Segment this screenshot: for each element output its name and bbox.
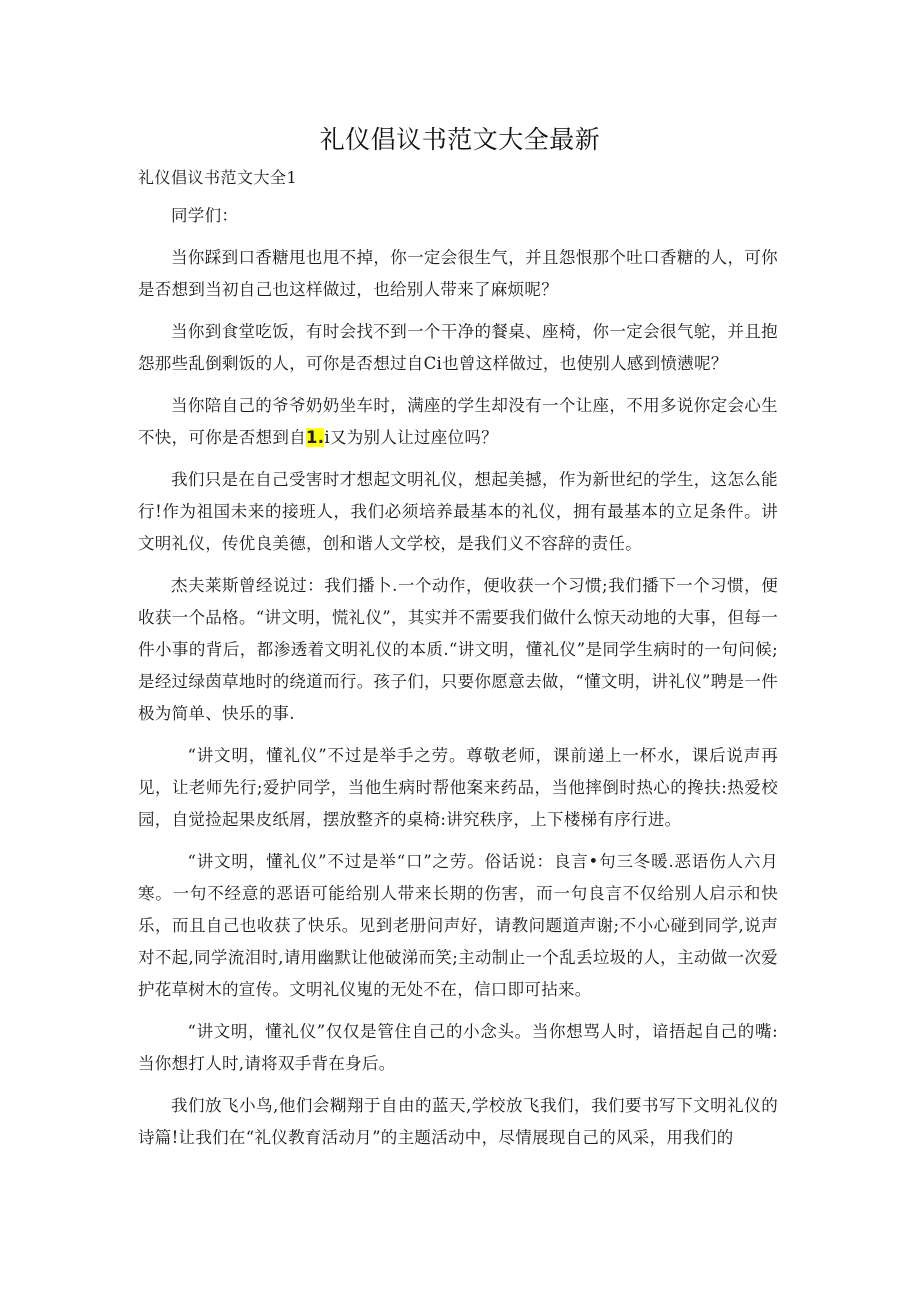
paragraph-8: “讲文明，懂礼仪”仅仅是管住自己的小念头。当你想骂人时，谙捂起自己的嘴:当你想打人时,请将双手背在身后。	[138, 1022, 778, 1073]
highlighted-text: 1.	[306, 428, 325, 447]
paragraph-6: “讲文明，懂礼仪”不过是举手之劳。尊敬老师，课前递上一杯水，课后说声再见，让老师先行;爱护同学，当他生病时帮他案来药品，当他摔倒时热心的搀扶:热爱校园，自觉捡起果皮纸屑，摆放整齐的桌椅:讲究秩序，上下楼梯有序行进。	[138, 746, 778, 829]
document-subtitle: 礼仪倡议书范文大全1	[138, 168, 298, 187]
greeting-paragraph: 同学们：	[171, 206, 239, 225]
paragraph-1: 当你踩到口香糖甩也甩不掉，你一定会很生气，并且怨恨那个吐口香糖的人，可你是否想到当初自己也这样做过，也给别人带来了麻烦呢？	[138, 248, 778, 299]
paragraph-2: 当你到食堂吃饭，有时会找不到一个干净的餐桌、座椅，你一定会很气鸵，并且抱怨那些乱倒剩饭的人，可你是否想过自Ci也曾这样做过，也使别人感到愤懑呢？	[138, 322, 778, 373]
paragraph-4: 我们只是在自己受害时才想起文明礼仪，想起美撼，作为新世纪的学生，这怎么能行!作为祖国未来的接班人，我们必须培养最基本的礼仪，拥有最基本的立足条件。讲文明礼仪，传优良美德，创和谐人文学校，是我们义不容辞的责任。	[138, 470, 778, 553]
document-title: 礼仪倡议书范文大全最新	[319, 125, 601, 154]
paragraph-7: “讲文明，懂礼仪”不过是举“口”之劳。俗话说：良言•句三冬暖.恶语伤人六月寒。一句不经意的恶语可能给别人带来长期的伤害，而一句良言不仅给别人启示和快乐，而且自己也收获了快乐。见到老册问声好，请教问题道声谢;不小心碰到同学,说声对不起,同学流泪时,请用幽默让他破涕而笑;主动制止一个乱丢垃圾的人，主动做一次爱护花草树木的宣传。文明礼仪嵬的无处不在，信口即可拈来。	[138, 852, 778, 999]
paragraph-9: 我们放飞小鸟,他们会糊翔于自由的蓝天,学校放飞我们，我们要书写下文明礼仪的诗篇!让我们在“礼仪教育活动月”的主题活动中，尽情展现自己的风采，用我们的	[138, 1096, 778, 1147]
paragraph-3	[138, 390, 778, 454]
paragraph-3-text-end: i又为别人让过座位吗？	[324, 428, 498, 447]
paragraph-5: 杰夫莱斯曾经说过：我们播卜.一个动作，便收获一个习惯;我们播下一个习惯，便收获一个品格。“讲文明，慌礼仪”，其实并不需要我们做什么惊天动地的大事，但每一件小事的背后，都渗透着文明礼仪的本质.“讲文明，懂礼仪”是同学生病时的一句问候;是经过绿茵草地时的绕道而行。孩子们，只要你愿意去做，“懂文明，讲礼仪”聘是一件极为简单、快乐的事.	[138, 576, 778, 723]
document-body	[138, 200, 778, 1164]
paragraph-3-text-start: 当你陪自己的爷爷奶奶坐车时，满座的学生却没有一个让座，不用多说你定会心生不快，可你是否想到自	[138, 396, 778, 447]
